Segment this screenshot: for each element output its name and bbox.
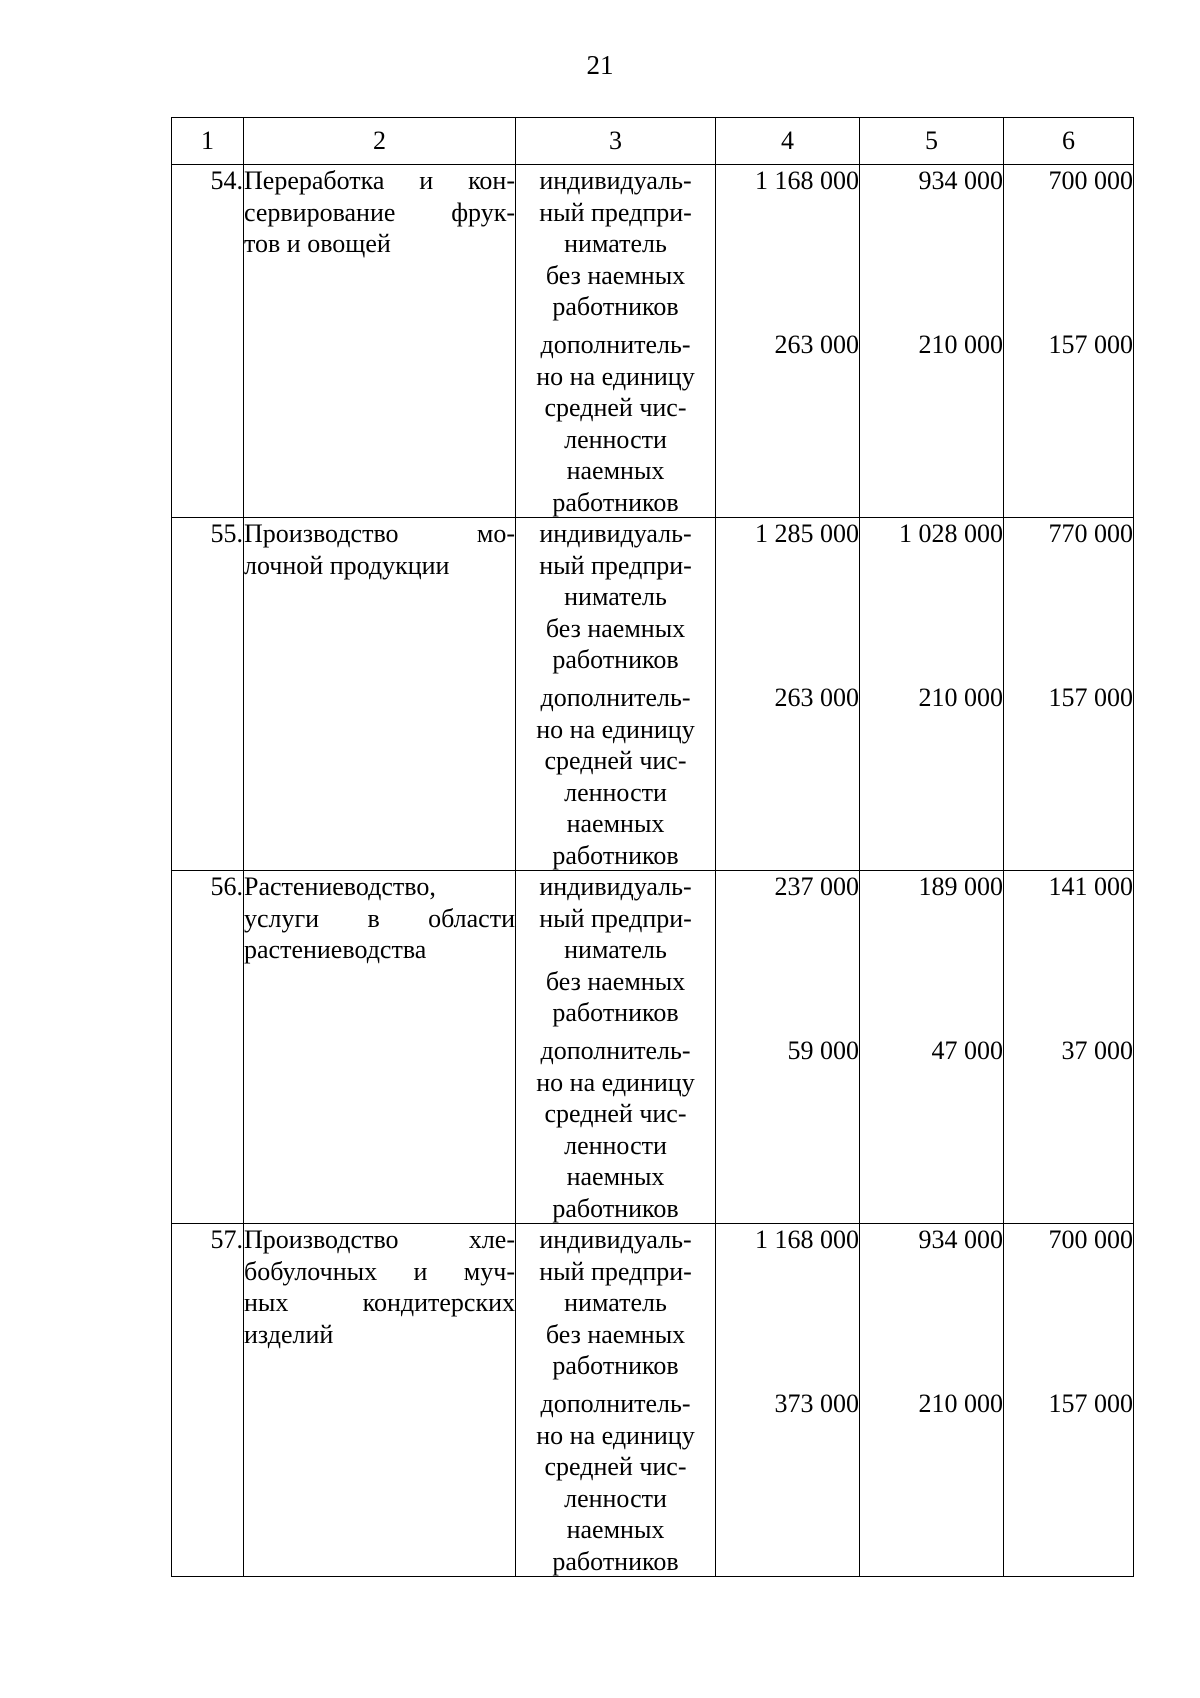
amount-value: 59 000 — [787, 1036, 859, 1065]
amount-value: 157 000 — [1048, 683, 1133, 712]
value-block — [716, 165, 859, 329]
subject-cell — [516, 1224, 716, 1577]
subject-line: ниматель — [564, 935, 667, 964]
tariff-table — [171, 117, 1134, 1577]
amount-value: 37 000 — [1061, 1036, 1133, 1065]
table-row — [172, 1224, 1134, 1577]
value-block — [716, 518, 859, 682]
subject-block — [516, 1224, 715, 1388]
subject-line: ный предпри- — [539, 550, 692, 580]
value-block — [860, 871, 1003, 1035]
subject-line: без наемных — [545, 1319, 686, 1349]
value-block — [1004, 518, 1133, 682]
value-block — [1004, 165, 1133, 329]
subject-line: индивидуаль- — [539, 519, 692, 548]
subject-line: работников — [552, 840, 679, 870]
value-block — [1004, 1388, 1133, 1576]
subject-line: ленности — [564, 1483, 667, 1513]
subject-line: ниматель — [564, 229, 667, 258]
activity-name-line: Производство мо- — [244, 519, 515, 548]
amount-value: 700 000 — [1048, 1225, 1133, 1254]
value-block — [860, 1224, 1003, 1388]
subject-line: наемных — [566, 809, 665, 838]
row-number-cell: 56. — [172, 871, 244, 1224]
amount-value: 210 000 — [918, 1389, 1003, 1418]
subject-line: без наемных — [545, 613, 686, 643]
value-cell-col5 — [860, 518, 1004, 871]
value-cell-col5 — [860, 871, 1004, 1224]
activity-name-line: растениеводства — [244, 935, 427, 964]
subject-line: средней чис- — [544, 393, 687, 422]
subject-line: средней чис- — [544, 746, 687, 775]
value-block — [716, 1388, 859, 1576]
amount-value: 700 000 — [1048, 166, 1133, 195]
subject-line: дополнитель- — [540, 1389, 691, 1418]
value-block — [860, 518, 1003, 682]
value-block — [860, 682, 1003, 870]
amount-value: 934 000 — [918, 1225, 1003, 1254]
amount-value: 770 000 — [1048, 519, 1133, 548]
table-row — [172, 165, 1134, 518]
value-cell-col4 — [716, 871, 860, 1224]
activity-name-cell — [244, 165, 516, 518]
subject-block — [516, 165, 715, 329]
subject-line: ный предпри- — [539, 1256, 692, 1286]
subject-line: ленности — [564, 424, 667, 454]
subject-line: средней чис- — [544, 1099, 687, 1128]
subject-block — [516, 1388, 715, 1576]
column-header: 3 — [516, 118, 716, 165]
subject-line: ный предпри- — [539, 903, 692, 933]
value-block — [860, 165, 1003, 329]
activity-name-cell — [244, 1224, 516, 1577]
subject-block — [516, 871, 715, 1035]
activity-name-line: Производство хле- — [244, 1225, 515, 1254]
subject-line: наемных — [566, 456, 665, 485]
subject-line: работников — [552, 998, 679, 1027]
subject-cell — [516, 871, 716, 1224]
subject-line: без наемных — [545, 260, 686, 290]
subject-line: дополнитель- — [540, 1036, 691, 1065]
value-cell-col6 — [1004, 518, 1134, 871]
activity-name-line: услуги в области — [244, 903, 515, 933]
column-header: 6 — [1004, 118, 1134, 165]
value-block — [716, 682, 859, 870]
activity-name-line: Растениеводство, — [244, 872, 436, 901]
amount-value: 1 168 000 — [755, 1225, 859, 1254]
value-cell-col5 — [860, 1224, 1004, 1577]
subject-line: наемных — [566, 1162, 665, 1191]
amount-value: 263 000 — [774, 330, 859, 359]
subject-line: ленности — [564, 777, 667, 807]
amount-value: 141 000 — [1048, 872, 1133, 901]
amount-value: 1 285 000 — [755, 519, 859, 548]
amount-value: 189 000 — [918, 872, 1003, 901]
subject-line: индивидуаль- — [539, 872, 692, 901]
value-block — [716, 1035, 859, 1223]
page-number: 21 — [586, 50, 614, 80]
value-cell-col6 — [1004, 165, 1134, 518]
subject-line: дополнитель- — [540, 330, 691, 359]
subject-line: средней чис- — [544, 1452, 687, 1481]
amount-value: 47 000 — [931, 1036, 1003, 1065]
amount-value: 1 168 000 — [755, 166, 859, 195]
amount-value: 263 000 — [774, 683, 859, 712]
value-cell-col4 — [716, 165, 860, 518]
subject-line: работников — [552, 1193, 679, 1223]
column-header: 2 — [244, 118, 516, 165]
column-header: 5 — [860, 118, 1004, 165]
table-row — [172, 518, 1134, 871]
activity-name-cell — [244, 871, 516, 1224]
subject-block — [516, 1035, 715, 1223]
amount-value: 210 000 — [918, 683, 1003, 712]
header-row — [172, 118, 1134, 165]
table-row — [172, 871, 1134, 1224]
subject-line: работников — [552, 292, 679, 321]
value-block — [1004, 329, 1133, 517]
value-cell-col6 — [1004, 871, 1134, 1224]
value-block — [1004, 1224, 1133, 1388]
subject-line: но на единицу — [536, 1420, 695, 1450]
subject-block — [516, 518, 715, 682]
subject-cell — [516, 165, 716, 518]
activity-name-line: тов и овощей — [244, 229, 391, 258]
row-number-cell: 55. — [172, 518, 244, 871]
subject-line: наемных — [566, 1515, 665, 1544]
amount-value: 210 000 — [918, 330, 1003, 359]
amount-value: 157 000 — [1048, 1389, 1133, 1418]
activity-name-line: бобулочных и муч- — [244, 1256, 515, 1286]
activity-name-line: лочной продукции — [244, 550, 450, 580]
subject-line: работников — [552, 1546, 679, 1576]
activity-name-line: сервирование фрук- — [244, 197, 515, 227]
subject-line: работников — [552, 645, 679, 674]
amount-value: 934 000 — [918, 166, 1003, 195]
subject-line: индивидуаль- — [539, 166, 692, 195]
value-block — [1004, 682, 1133, 870]
column-header: 4 — [716, 118, 860, 165]
subject-line: работников — [552, 487, 679, 517]
value-block — [1004, 1035, 1133, 1223]
value-block — [860, 1035, 1003, 1223]
subject-line: но на единицу — [536, 714, 695, 744]
value-block — [716, 871, 859, 1035]
row-number-cell: 57. — [172, 1224, 244, 1577]
row-number-cell: 54. — [172, 165, 244, 518]
subject-line: индивидуаль- — [539, 1225, 692, 1254]
value-cell-col6 — [1004, 1224, 1134, 1577]
amount-value: 373 000 — [774, 1389, 859, 1418]
subject-block — [516, 682, 715, 870]
value-block — [716, 329, 859, 517]
subject-line: ный предпри- — [539, 197, 692, 227]
amount-value: 157 000 — [1048, 330, 1133, 359]
value-block — [716, 1224, 859, 1388]
amount-value: 1 028 000 — [899, 519, 1003, 548]
value-cell-col5 — [860, 165, 1004, 518]
subject-line: без наемных — [545, 966, 686, 996]
subject-cell — [516, 518, 716, 871]
subject-line: но на единицу — [536, 361, 695, 391]
column-header: 1 — [172, 118, 244, 165]
subject-line: работников — [552, 1351, 679, 1380]
value-block — [1004, 871, 1133, 1035]
subject-line: ниматель — [564, 1288, 667, 1317]
subject-line: ниматель — [564, 582, 667, 611]
value-block — [860, 329, 1003, 517]
subject-line: дополнитель- — [540, 683, 691, 712]
value-cell-col4 — [716, 518, 860, 871]
activity-name-line: Переработка и кон- — [244, 166, 515, 195]
activity-name-cell — [244, 518, 516, 871]
subject-line: ленности — [564, 1130, 667, 1160]
subject-line: но на единицу — [536, 1067, 695, 1097]
value-cell-col4 — [716, 1224, 860, 1577]
activity-name-line: изделий — [244, 1319, 334, 1349]
subject-block — [516, 329, 715, 517]
value-block — [860, 1388, 1003, 1576]
activity-name-line: ных кондитерских — [244, 1288, 515, 1317]
amount-value: 237 000 — [774, 872, 859, 901]
